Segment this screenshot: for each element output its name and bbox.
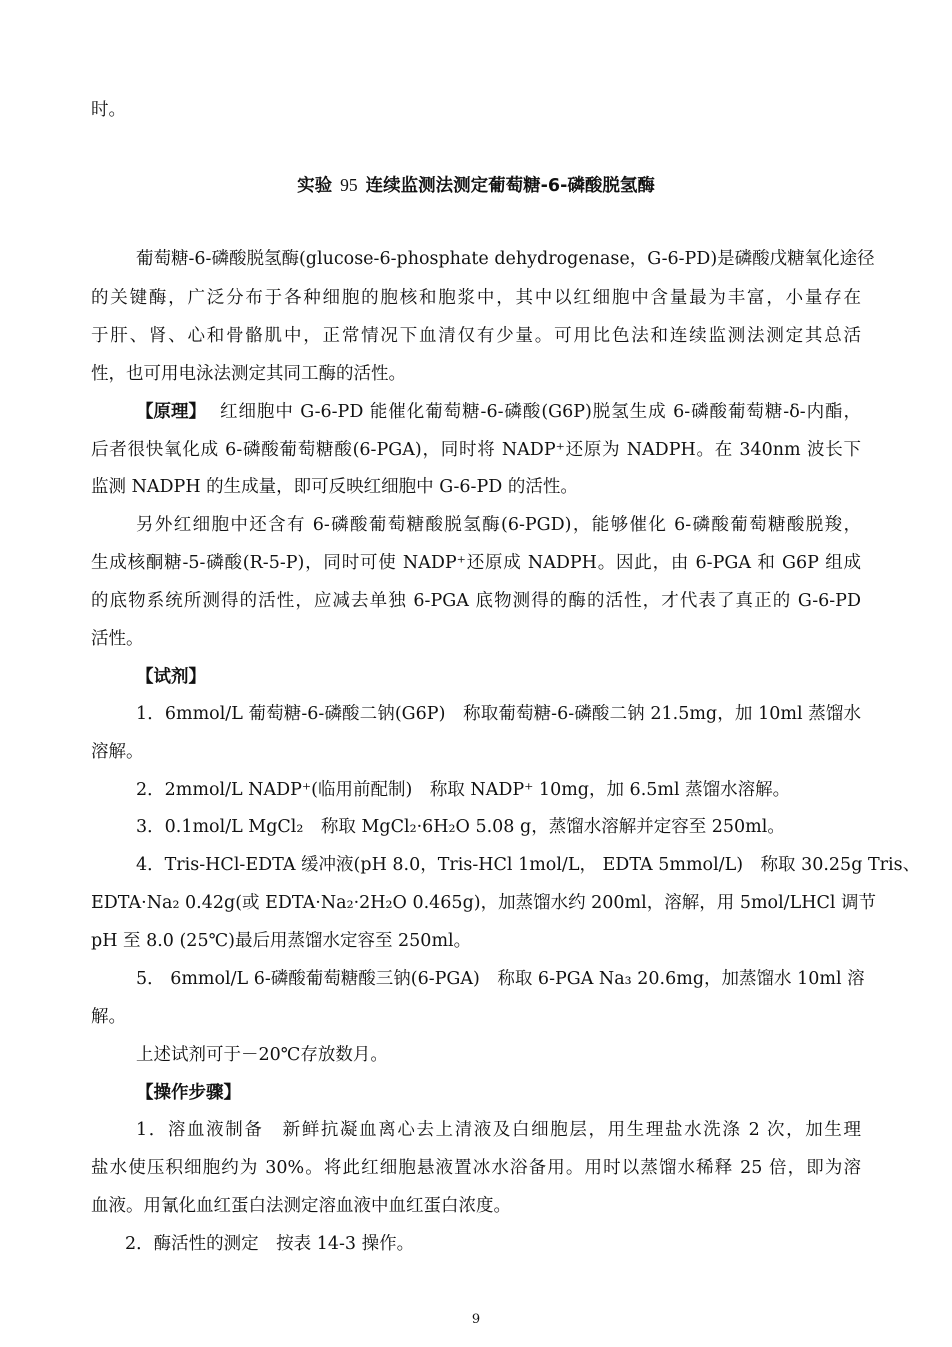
reagent-4-line-2: EDTA·Na₂ 0.42g(或 EDTA·Na₂·2H₂O 0.465g)，加蒸馏水约 200ml，溶解，用 5mol/LHCl 调节 [91, 893, 877, 913]
intro-line-4: 性，也可用电泳法测定其同工酶的活性。 [91, 364, 406, 384]
reagent-1-line-1: 1．6mmol/L 葡萄糖-6-磷酸二钠(G6P) 称取葡萄糖-6-磷酸二钠 21.5mg，加 10ml 蒸馏水 [136, 704, 861, 724]
intro-line-1: 葡萄糖-6-磷酸脱氢酶(glucose-6-phosphate dehydrogenase，G-6-PD)是磷酸戊糖氧化途径 [136, 249, 875, 269]
page-number: 9 [471, 1312, 481, 1327]
step-1-line-3: 血液。用氰化血红蛋白法测定溶血液中血红蛋白浓度。 [91, 1196, 511, 1216]
intro-line-2: 的关键酶，广泛分布于各种细胞的胞核和胞浆中，其中以红细胞中含量最为丰富，小量存在 [91, 288, 861, 308]
reagents-storage-note: 上述试剂可于－20℃存放数月。 [136, 1045, 388, 1065]
principle-line-1: 红细胞中 G-6-PD 能催化葡萄糖-6-磷酸(G6P)脱氢生成 6-磷酸葡萄糖-δ-内酯， [220, 402, 861, 422]
step-1-line-2: 盐水使压积细胞约为 30%。将此红细胞悬液置冰水浴备用。用时以蒸馏水稀释 25 倍，即为溶 [91, 1158, 861, 1178]
principle-para2-line-3: 的底物系统所测得的活性，应减去单独 6-PGA 底物测得的酶的活性，才代表了真正的 G-6-PD [91, 591, 861, 611]
step-1-line-1: 1．溶血液制备 新鲜抗凝血离心去上清液及白细胞层，用生理盐水洗涤 2 次，加生理 [136, 1120, 861, 1140]
principle-para2-line-2: 生成核酮糖-5-磷酸(R-5-P)，同时可使 NADP⁺还原成 NADPH。因此，由 6-PGA 和 G6P 组成 [91, 553, 861, 573]
experiment-title [0, 172, 952, 199]
reagent-2: 2．2mmol/L NADP⁺(临用前配制) 称取 NADP⁺ 10mg，加 6.5ml 蒸馏水溶解。 [136, 780, 791, 800]
reagent-5-line-1: 5． 6mmol/L 6-磷酸葡萄糖酸三钠(6-PGA) 称取 6-PGA Na₃ 20.6mg，加蒸馏水 10ml 溶 [136, 969, 865, 989]
reagent-1-line-2: 溶解。 [91, 742, 144, 762]
reagent-5-line-2: 解。 [91, 1007, 126, 1027]
reagent-4-line-3: pH 至 8.0 (25℃)最后用蒸馏水定容至 250ml。 [91, 931, 472, 951]
reagents-heading: 【试剂】 [136, 667, 206, 687]
reagent-3: 3．0.1mol/L MgCl₂ 称取 MgCl₂·6H₂O 5.08 g，蒸馏水溶解并定容至 250ml。 [136, 817, 785, 837]
title-text: 连续监测法测定葡萄糖-6-磷酸脱氢酶 [365, 176, 655, 196]
title-number: 95 [340, 175, 358, 195]
principle-line-2: 后者很快氧化成 6-磷酸葡萄糖酸(6-PGA)，同时将 NADP⁺还原为 NADPH。在 340nm 波长下 [91, 440, 861, 460]
reagent-4-line-1: 4．Tris-HCl-EDTA 缓冲液(pH 8.0，Tris-HCl 1mol/L， EDTA 5mmol/L) 称取 30.25g Tris、 [136, 855, 921, 875]
procedure-heading: 【操作步骤】 [136, 1083, 241, 1103]
principle-para2-line-4: 活性。 [91, 629, 144, 649]
title-prefix: 实验 [297, 176, 333, 196]
top-fragment: 时。 [91, 100, 126, 120]
principle-para2-line-1: 另外红细胞中还含有 6-磷酸葡萄糖酸脱氢酶(6-PGD)，能够催化 6-磷酸葡萄糖酸脱羧， [136, 515, 861, 535]
intro-line-3: 于肝、肾、心和骨骼肌中，正常情况下血清仅有少量。可用比色法和连续监测法测定其总活 [91, 326, 861, 346]
principle-line-3: 监测 NADPH 的生成量，即可反映红细胞中 G-6-PD 的活性。 [91, 477, 578, 497]
principle-heading: 【原理】 [136, 402, 206, 422]
step-2: 2．酶活性的测定 按表 14-3 操作。 [125, 1234, 415, 1254]
